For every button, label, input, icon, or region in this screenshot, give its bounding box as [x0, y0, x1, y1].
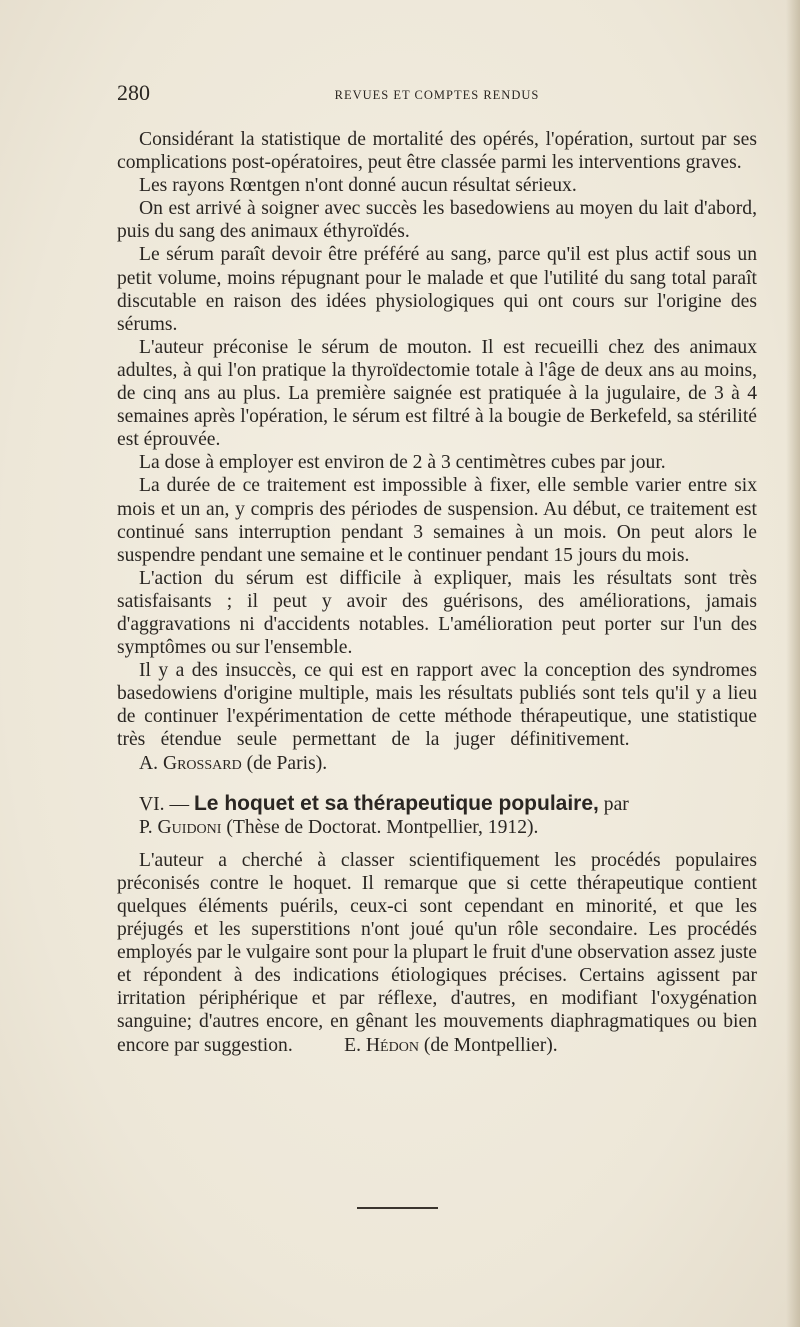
signature [117, 752, 327, 775]
section-by: par [603, 793, 629, 815]
section-heading [117, 792, 757, 816]
running-head: REVUES ET COMPTES RENDUS [334, 88, 540, 102]
page-edge [786, 0, 800, 1327]
signature-name: E. Hédon [344, 1034, 419, 1056]
signature-name: A. Grossard [139, 752, 242, 774]
paragraph: Les rayons Rœntgen n'ont donné aucun résultat sérieux. [139, 175, 577, 197]
article-body [117, 128, 757, 1057]
section-source: (Thèse de Doctorat. Montpellier, 1912). [226, 816, 539, 838]
paragraph: La dose à employer est environ de 2 à 3 centimètres cubes par jour. [139, 452, 666, 474]
section-divider-rule [357, 1207, 438, 1209]
paragraph-with-signature [117, 849, 757, 1057]
section-author-line [117, 816, 757, 839]
signature-place: (de Montpellier). [423, 1034, 558, 1056]
paragraph-with-signature [117, 659, 757, 774]
section-title: Le hoquet et sa thérapeutique populaire, [193, 791, 599, 815]
page-number: 280 [117, 80, 150, 105]
section-author: P. Guidoni [139, 816, 222, 838]
paragraph: Considérant la statistique de mortalité des opérés, l'opération, surtout par ses complications post-opératoires, peut être classée parmi les interventions graves. [117, 129, 757, 174]
page-header [117, 80, 757, 110]
paragraph: L'auteur préconise le sérum de mouton. Il est recueilli chez des animaux adultes, à qui l'on pratique la thyroïdectomie totale à l'âge de deux ans au moins, de cinq ans au plus. La première saignée est pratiquée à la jugulaire, de 3 à 4 semaines après l'opération, le sérum est filtré à la bougie de Berkefeld, sa stérilité est éprouvée. [117, 336, 757, 451]
paragraph: L'auteur a cherché à classer scientifiquement les procédés populaires préconisés contre le hoquet. Il remarque que si cette thérapeutique contient quelques éléments puérils, ceux-ci sont cependant en minorité, et que les préjugés et les superstitions n'ont joué qu'un rôle secondaire. Les procédés employés par le vulgaire sont pour la plupart le fruit d'une observation assez juste et répondent à des indications étiologiques précises. Certains agissent par irritation périphérique et par réflexe, d'autres, en modifiant l'oxygénation sanguine; d'autres encore, en gênant les mouvements diaphragmatiques ou bien encore par suggestion. [117, 849, 757, 1056]
paragraph: L'action du sérum est difficile à expliquer, mais les résultats sont très satisfaisants ; il peut y avoir des guérisons, des améliorations, jamais d'aggravations ni d'accidents notables. L'amélioration peut porter sur l'un des symptômes ou sur l'ensemble. [117, 567, 757, 659]
paragraph: On est arrivé à soigner avec succès les basedowiens au moyen du lait d'abord, puis du sang des animaux éthyroïdés. [117, 198, 757, 243]
signature-place: (de Paris). [246, 752, 328, 774]
paragraph: La durée de ce traitement est impossible à fixer, elle semble varier entre six mois et un an, y compris des périodes de suspension. Au début, ce traitement est continué sans interruption pendant 3 semaines à un mois. On peut alors le suspendre pendant une semaine et le continuer pendant 15 jours du mois. [117, 475, 757, 566]
paragraph: Il y a des insuccès, ce qui est en rapport avec la conception des syndromes basedowiens d'origine multiple, mais les résultats publiés sont tels qu'il y a lieu de continuer l'expérimentation de cette méthode thérapeutique, une statistique très étendue seule permettant de la juger définitivement. [117, 660, 757, 751]
signature [322, 1034, 558, 1057]
section-number: VI. — [139, 793, 190, 815]
paragraph: Le sérum paraît devoir être préféré au sang, parce qu'il est plus actif sous un petit volume, moins répugnant pour le malade et que l'utilité du sang total paraît discutable en raison des idées physiologiques qui ont cours sur l'origine des sérums. [117, 244, 757, 335]
